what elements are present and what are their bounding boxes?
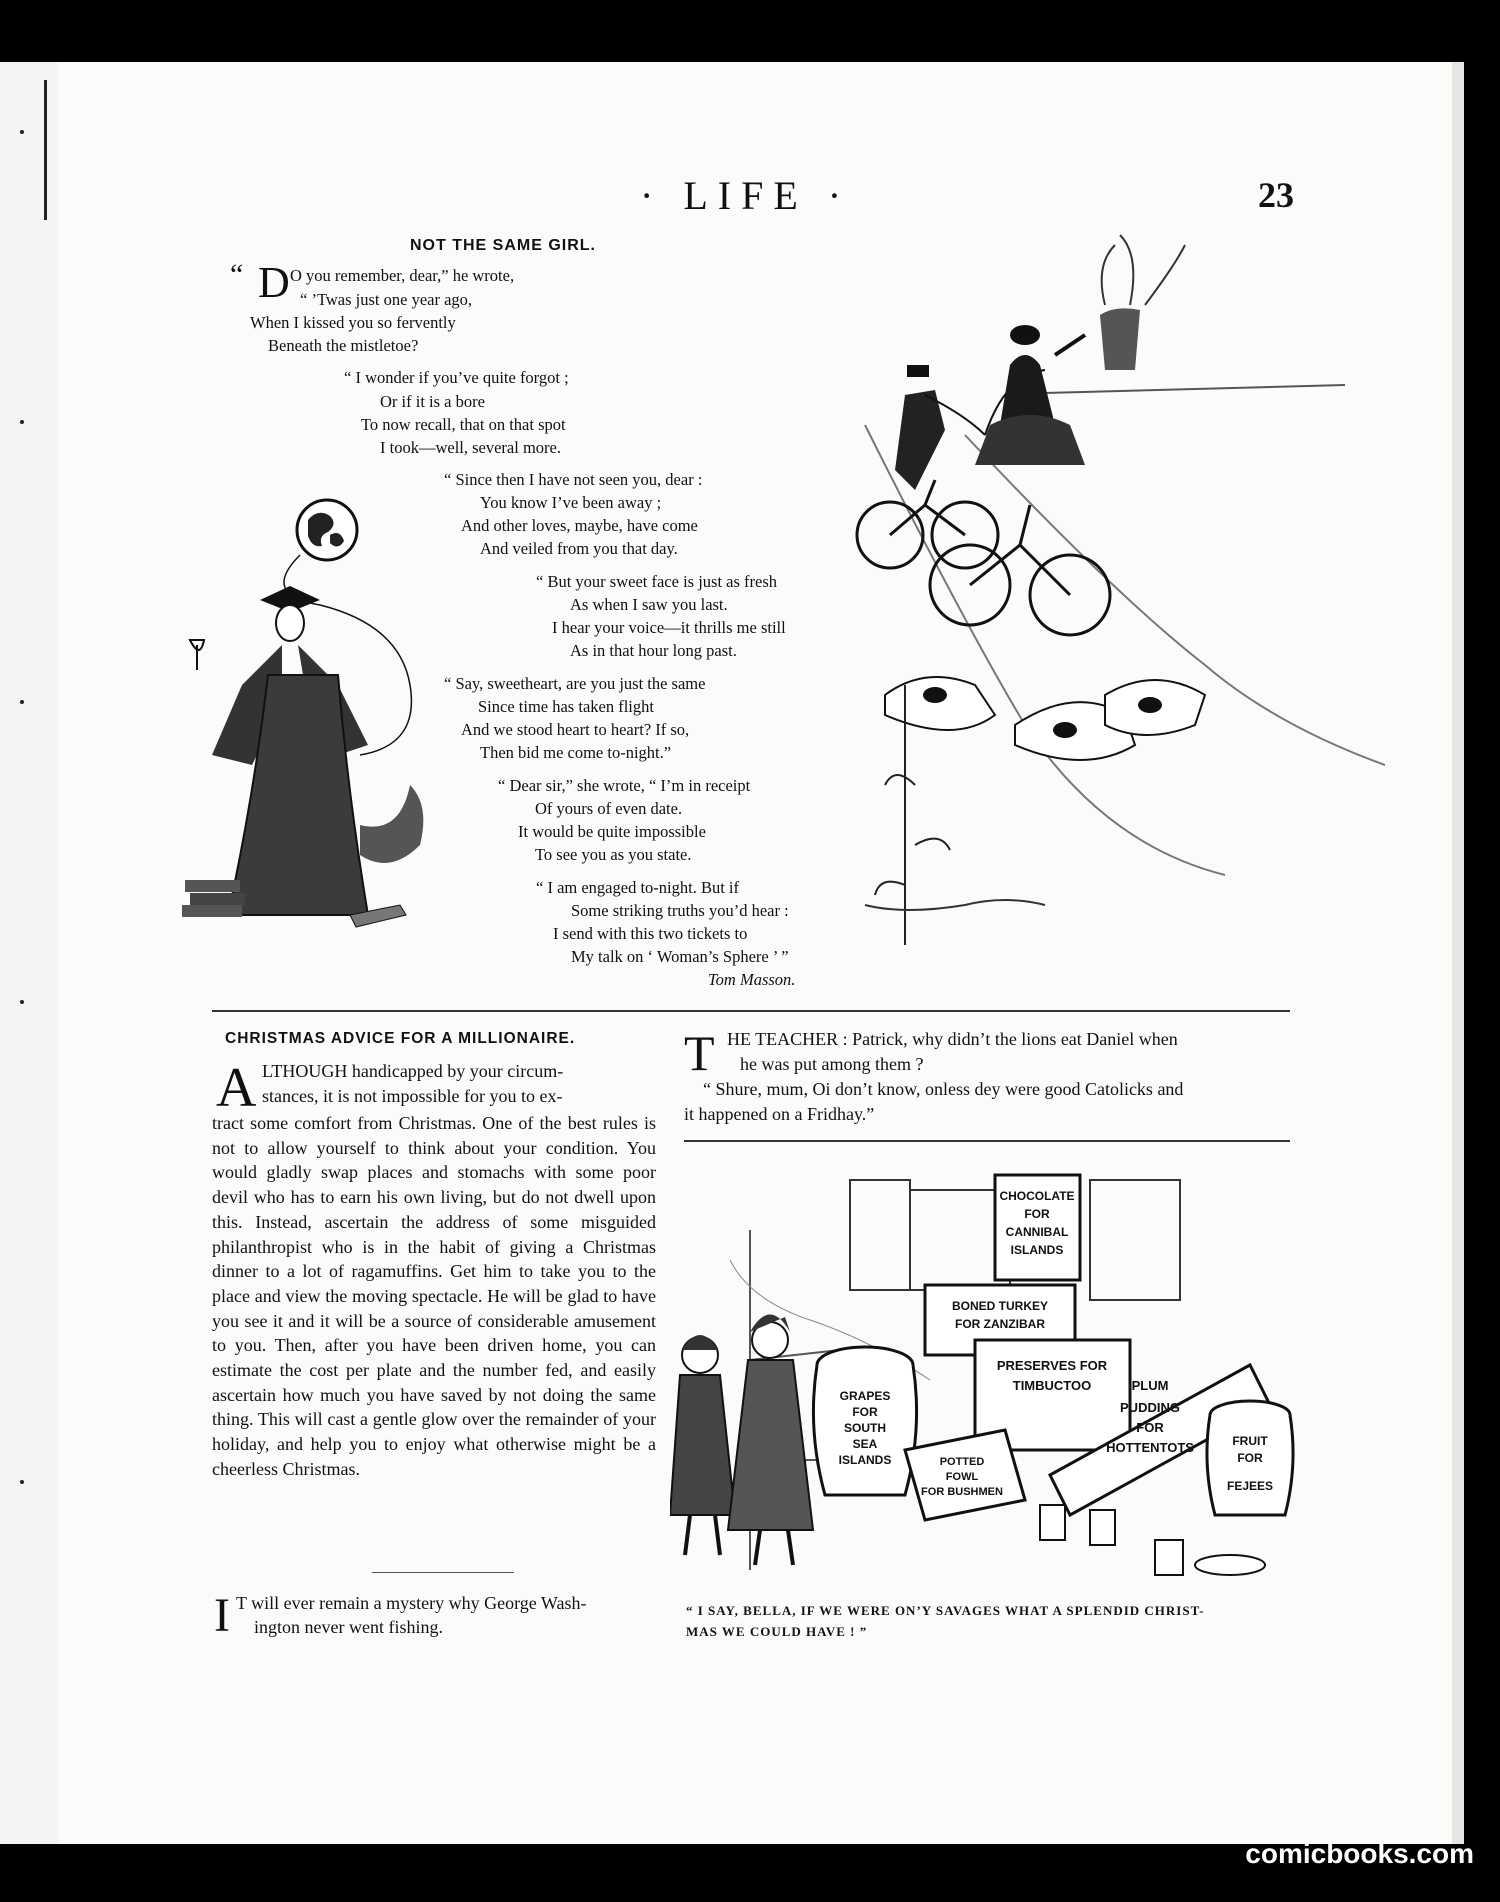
poem-line: “ ’Twas just one year ago,	[300, 290, 473, 309]
teacher-line: HE TEACHER : Patrick, why didn’t the lions eat Daniel when	[727, 1029, 1178, 1049]
poem-line: “ But your sweet face is just as fresh	[536, 572, 778, 591]
crate-label: PUDDING	[1120, 1400, 1180, 1415]
poem-line: And other loves, maybe, have come	[461, 516, 698, 535]
crate-label: TIMBUCTOO	[1012, 1378, 1092, 1393]
binding-dot	[20, 1000, 24, 1004]
poem-line: Then bid me come to-night.”	[480, 743, 672, 762]
barrel-label: SEA	[852, 1437, 878, 1451]
graduate-woman-illustration	[180, 495, 440, 955]
crate-label: PRESERVES FOR	[996, 1358, 1108, 1373]
poem-line: Some striking truths you’d hear :	[571, 901, 789, 920]
christmas-cartoon-illustration	[670, 1160, 1340, 1590]
poem-line: When I kissed you so fervently	[250, 313, 456, 332]
poem-line: “ Say, sweetheart, are you just the same	[444, 674, 706, 693]
teacher-line: he was put among them ?	[740, 1054, 924, 1074]
poem-open-quote: “	[230, 258, 244, 291]
binding-dot	[20, 130, 24, 134]
barrel-label: FOR	[1237, 1451, 1263, 1465]
poem-title: NOT THE SAME GIRL.	[410, 237, 596, 254]
teacher-divider	[684, 1140, 1290, 1142]
crate-label: FOR	[1024, 1207, 1050, 1221]
advice-title: CHRISTMAS ADVICE FOR A MILLIONAIRE.	[225, 1030, 576, 1047]
cartoon-caption-line: MAS WE COULD HAVE ! ”	[686, 1624, 868, 1639]
poem-line: And veiled from you that day.	[480, 539, 678, 558]
poem-line: “ Since then I have not seen you, dear :	[444, 470, 703, 489]
binding-dot	[20, 420, 24, 424]
section-divider	[212, 1010, 1290, 1012]
box-label: FOR BUSHMEN	[921, 1486, 1003, 1498]
crate-label: FOR ZANZIBAR	[955, 1317, 1045, 1331]
poem-line: I took—well, several more.	[380, 438, 561, 457]
binding-dot	[20, 700, 24, 704]
barrel-label: GRAPES	[839, 1389, 891, 1403]
poem-line: To now recall, that on that spot	[361, 415, 566, 434]
poem-line: You know I’ve been away ;	[480, 493, 662, 512]
poem-drop-cap: D	[258, 258, 290, 307]
barrel-label: FEJEES	[1226, 1479, 1274, 1493]
poem-author: Tom Masson.	[708, 970, 796, 989]
poem-line: I send with this two tickets to	[553, 924, 748, 943]
binding-mark	[44, 80, 47, 220]
teacher-drop-cap: T	[684, 1025, 715, 1081]
right-page-edge	[1452, 62, 1464, 1844]
crate-label: CANNIBAL	[1005, 1225, 1069, 1239]
bicycle-hunt-illustration	[845, 225, 1385, 985]
short-divider	[372, 1572, 514, 1573]
poem-line: Since time has taken flight	[478, 697, 654, 716]
washington-line: T will ever remain a mystery why George Wash-	[236, 1593, 587, 1613]
advice-second-line: stances, it is not impossible for you to ex-	[262, 1086, 563, 1106]
cartoon-caption-line: “ I SAY, BELLA, IF WE WERE ON’Y SAVAGES WHAT A SPLENDID CHRIST-	[686, 1603, 1205, 1618]
binding-dot	[20, 1480, 24, 1484]
barrel-label: ISLANDS	[838, 1453, 892, 1467]
poem-line: “ Dear sir,” she wrote, “ I’m in receipt	[498, 776, 751, 795]
crate-label: PLUM	[1131, 1378, 1169, 1393]
left-page-edge	[0, 62, 58, 1844]
barrel-label: FRUIT	[1232, 1434, 1268, 1448]
poem-line: O you remember, dear,” he wrote,	[290, 266, 515, 285]
barrel-label: SOUTH	[844, 1421, 886, 1435]
box-label: POTTED	[939, 1456, 985, 1468]
magazine-title: · LIFE ·	[640, 173, 852, 218]
teacher-line: “ Shure, mum, Oi don’t know, onless dey were good Catolicks and	[703, 1079, 1184, 1099]
washington-drop-cap: I	[214, 1589, 230, 1642]
poem-line: “ I wonder if you’ve quite forgot ;	[344, 368, 569, 387]
advice-body: tract some comfort from Christmas. One of the best rules is not to allow yourself to think about your condition. You would gladly swap places and stomachs with some poor devil who has to earn his own living, but do not dwell upon this. Instead, ascertain the address of some misguided philanthropist who is in the habit of giving a Christmas dinner to a lot of ragamuffins. Get him to take you to the place and view the moving spectacle. He will be glad to have you see it and it will be a source of considerable amusement to you. Then, after you have been driven home, you can estimate the cost per plate and the number fed, and easily ascertain how much you have saved by not doing the same thing. This will cast a gentle glow over the remainder of your holiday, and help you to enjoy what otherwise might be a cheerless Christmas.	[212, 1113, 656, 1479]
site-watermark: comicbooks.com	[1245, 1838, 1474, 1869]
crate-label: HOTTENTOTS	[1106, 1440, 1194, 1455]
poem-line: My talk on ‘ Woman’s Sphere ’ ”	[571, 947, 789, 966]
crate-label: BONED TURKEY	[951, 1299, 1049, 1313]
teacher-line: it happened on a Fridhay.”	[684, 1104, 875, 1124]
poem-line: As when I saw you last.	[570, 595, 728, 614]
poem-line: Beneath the mistletoe?	[268, 336, 419, 355]
poem-line: I hear your voice—it thrills me still	[552, 618, 786, 637]
page-number: 23	[1258, 175, 1294, 215]
advice-drop-cap: A	[216, 1057, 257, 1119]
poem-line: Of yours of even date.	[535, 799, 683, 818]
poem-line: To see you as you state.	[535, 845, 692, 864]
poem-line: Or if it is a bore	[380, 392, 485, 411]
poem-line: “ I am engaged to-night. But if	[536, 878, 739, 897]
crate-label: FOR	[1136, 1420, 1164, 1435]
box-label: FOWL	[945, 1471, 979, 1483]
advice-first-line: LTHOUGH handicapped by your circum-	[262, 1061, 564, 1081]
washington-line: ington never went fishing.	[254, 1617, 443, 1637]
poem-line: And we stood heart to heart? If so,	[461, 720, 690, 739]
crate-label: CHOCOLATE	[999, 1189, 1075, 1203]
poem-line: As in that hour long past.	[570, 641, 737, 660]
barrel-label: FOR	[852, 1405, 878, 1419]
crate-label: ISLANDS	[1010, 1243, 1064, 1257]
poem-line: It would be quite impossible	[518, 822, 706, 841]
